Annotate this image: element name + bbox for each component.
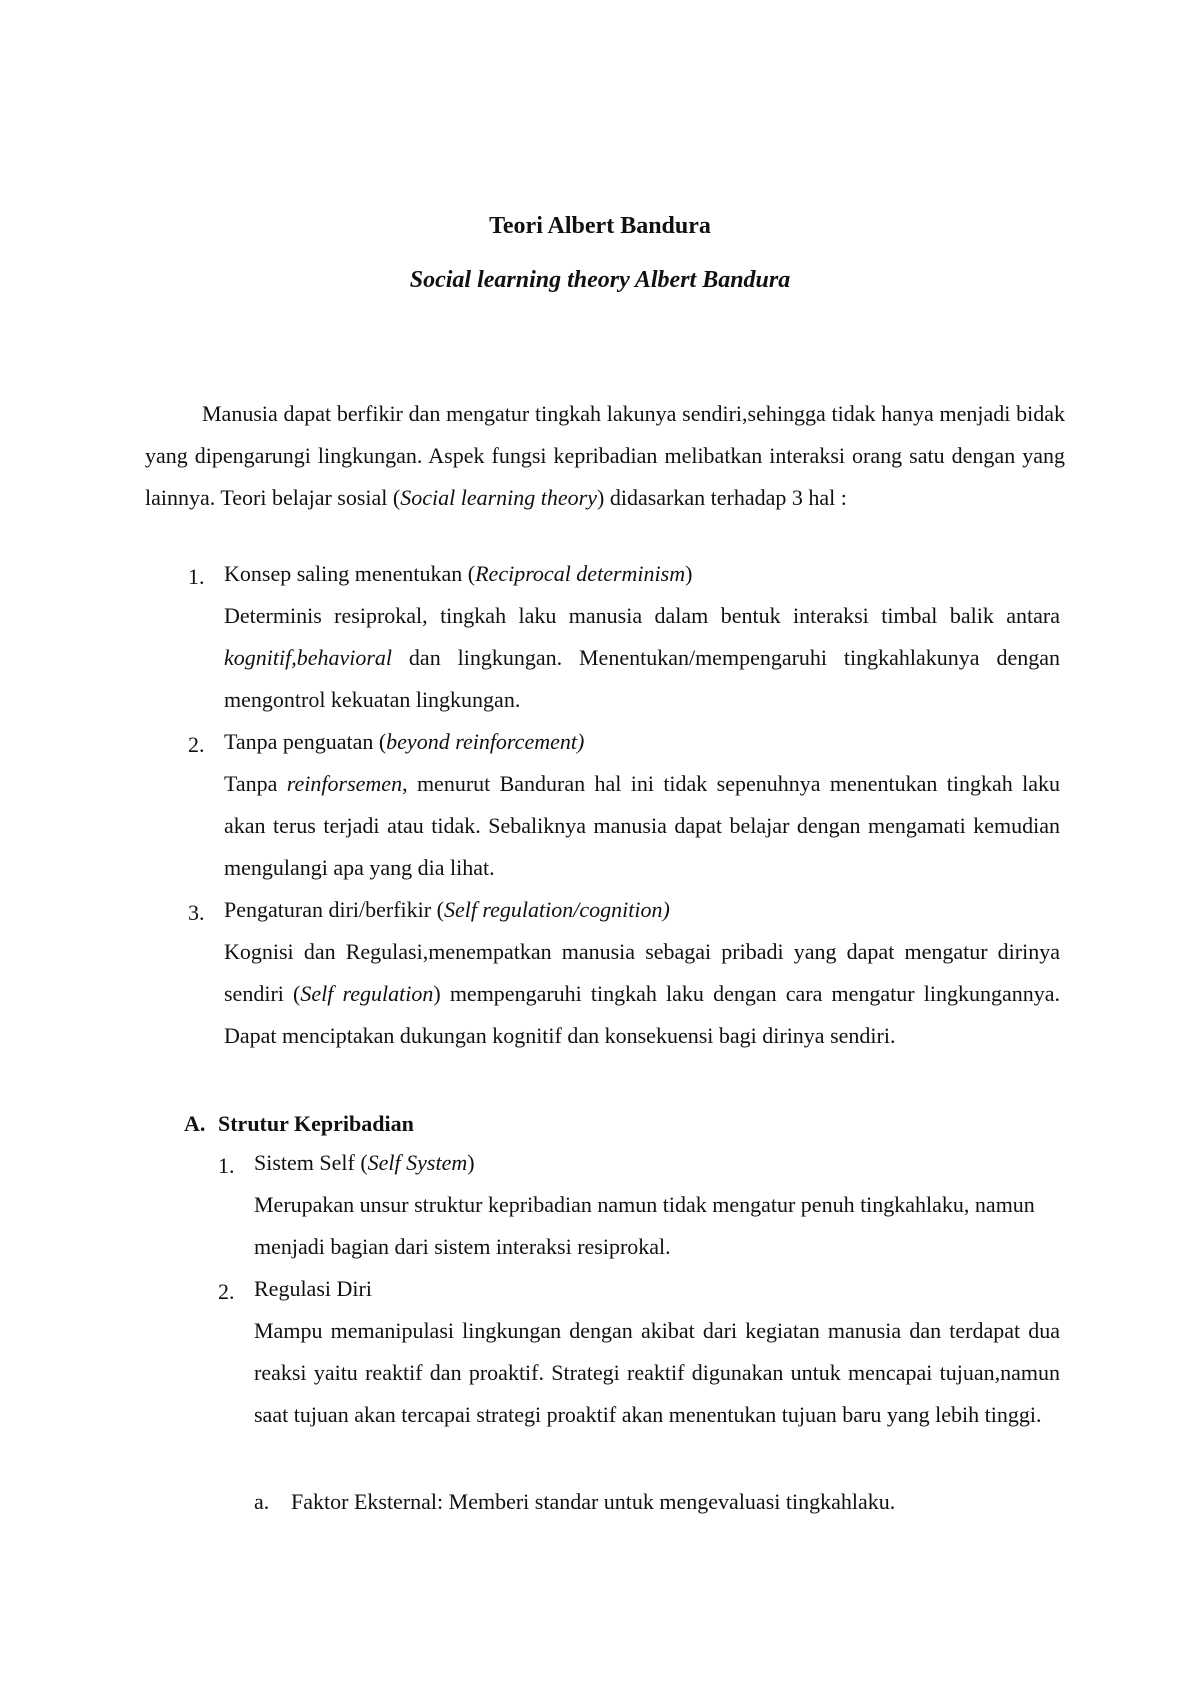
item-3-body: Kognisi dan Regulasi,menempatkan manusia sebagai pribadi yang dapat mengatur dirinya sendiri (Self regulation) mempengaruhi tingkah laku dengan cara mengatur lingkungannya. Dapat menciptakan dukungan kognitif dan konsekuensi bagi dirinya sendiri.: [224, 939, 1060, 1048]
section-a-item-2a-letter: a.: [254, 1489, 270, 1514]
item-1-body: Determinis resiprokal, tingkah laku manusia dalam bentuk interaksi timbal balik antara kognitif,behavioral dan lingkungan. Menentukan/mempengaruhi tingkahlakunya dengan mengontrol kekuatan lingkungan.: [224, 603, 1060, 712]
item-1-heading: Konsep saling menentukan (Reciprocal determinism): [224, 561, 693, 586]
section-a-heading: Strutur Kepribadian: [218, 1111, 414, 1136]
item-2-heading: Tanpa penguatan (beyond reinforcement): [224, 729, 585, 754]
page-subtitle: Social learning theory Albert Bandura: [409, 267, 791, 293]
item-2-body: Tanpa reinforsemen, menurut Banduran hal ini tidak sepenuhnya menentukan tingkah laku akan terus terjadi atau tidak. Sebaliknya manusia dapat belajar dengan mengamati kemudian mengulangi apa yang dia lihat.: [224, 771, 1060, 880]
page-title: Teori Albert Bandura: [489, 213, 711, 239]
item-1-number: 1.: [188, 564, 205, 589]
section-a-item-2-heading: Regulasi Diri: [254, 1276, 372, 1301]
section-a-item-1-heading: Sistem Self (Self System): [254, 1150, 475, 1175]
section-a-item-2a-text: Faktor Eksternal: Memberi standar untuk mengevaluasi tingkahlaku.: [291, 1489, 896, 1514]
intro-paragraph: Manusia dapat berfikir dan mengatur tingkah lakunya sendiri,sehingga tidak hanya menjadi bidak yang dipengarungi lingkungan. Aspek fungsi kepribadian melibatkan interaksi orang satu dengan yang lainnya. Teori belajar sosial (Social learning theory) didasarkan terhadap 3 hal :: [145, 401, 1065, 510]
section-a-letter: A.: [184, 1111, 206, 1136]
item-3-number: 3.: [188, 900, 205, 925]
section-a-item-1-number: 1.: [218, 1153, 235, 1178]
section-a-item-2-body: Mampu memanipulasi lingkungan dengan akibat dari kegiatan manusia dan terdapat dua reaksi yaitu reaktif dan proaktif. Strategi reaktif digunakan untuk mencapai tujuan,namun saat tujuan akan tercapai strategi proaktif akan menentukan tujuan baru yang lebih tinggi.: [254, 1318, 1060, 1427]
section-a-item-1-body: Merupakan unsur struktur kepribadian namun tidak mengatur penuh tingkahlaku, namun menjadi bagian dari sistem interaksi resiprokal.: [254, 1192, 1035, 1259]
item-2-number: 2.: [188, 732, 205, 757]
section-a-item-2-number: 2.: [218, 1279, 235, 1304]
item-3-heading: Pengaturan diri/berfikir (Self regulation/cognition): [224, 897, 670, 922]
